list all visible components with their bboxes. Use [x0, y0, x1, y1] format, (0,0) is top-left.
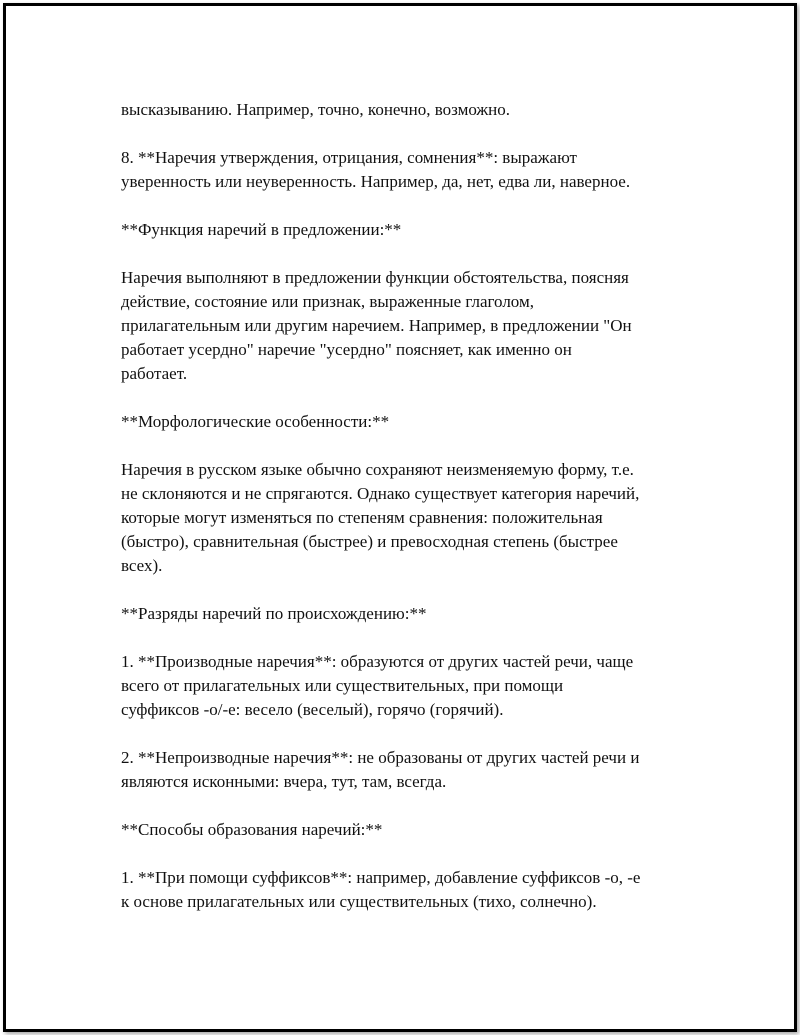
text-line: **Функция наречий в предложении:** — [121, 220, 402, 239]
text-line: уверенность или неуверенность. Например, да, нет, едва ли, наверное. — [121, 172, 631, 191]
text-line: **Морфологические особенности:** — [121, 412, 390, 431]
text-line: 2. **Непроизводные наречия**: не образованы от других частей речи и — [121, 748, 640, 767]
text-line: (быстро), сравнительная (быстрее) и превосходная степень (быстрее — [121, 532, 618, 551]
text-line: **Разряды наречий по происхождению:** — [121, 604, 427, 623]
text-line: действие, состояние или признак, выраженные глаголом, — [121, 292, 534, 311]
paragraph — [121, 746, 696, 794]
text-line: **Способы образования наречий:** — [121, 820, 383, 839]
paragraph — [121, 650, 696, 722]
paragraph — [121, 458, 696, 578]
text-line: высказыванию. Например, точно, конечно, возможно. — [121, 100, 511, 119]
text-line: работает усердно" наречие "усердно" поясняет, как именно он — [121, 340, 572, 359]
text-line: не склоняются и не спрягаются. Однако существует категория наречий, — [121, 484, 640, 503]
document-body — [121, 98, 696, 938]
text-line: всего от прилагательных или существительных, при помощи — [121, 676, 564, 695]
paragraph — [121, 266, 696, 386]
text-line: являются исконными: вчера, тут, там, всегда. — [121, 772, 447, 791]
section-heading — [121, 602, 696, 626]
text-line: 1. **При помощи суффиксов**: например, добавление суффиксов -о, -е — [121, 868, 641, 887]
text-line: которые могут изменяться по степеням сравнения: положительная — [121, 508, 603, 527]
paragraph — [121, 98, 696, 122]
page-frame — [3, 3, 797, 1032]
text-line: к основе прилагательных или существительных (тихо, солнечно). — [121, 892, 597, 911]
text-line: прилагательным или другим наречием. Например, в предложении "Он — [121, 316, 632, 335]
section-heading — [121, 410, 696, 434]
paragraph — [121, 146, 696, 194]
text-line: суффиксов -о/-е: весело (веселый), горячо (горячий). — [121, 700, 504, 719]
text-line: Наречия выполняют в предложении функции обстоятельства, поясняя — [121, 268, 629, 287]
paragraph — [121, 866, 696, 914]
text-line: 1. **Производные наречия**: образуются от других частей речи, чаще — [121, 652, 634, 671]
text-line: 8. **Наречия утверждения, отрицания, сомнения**: выражают — [121, 148, 577, 167]
text-line: всех). — [121, 556, 163, 575]
section-heading — [121, 218, 696, 242]
section-heading — [121, 818, 696, 842]
text-line: работает. — [121, 364, 188, 383]
text-line: Наречия в русском языке обычно сохраняют неизменяемую форму, т.е. — [121, 460, 634, 479]
